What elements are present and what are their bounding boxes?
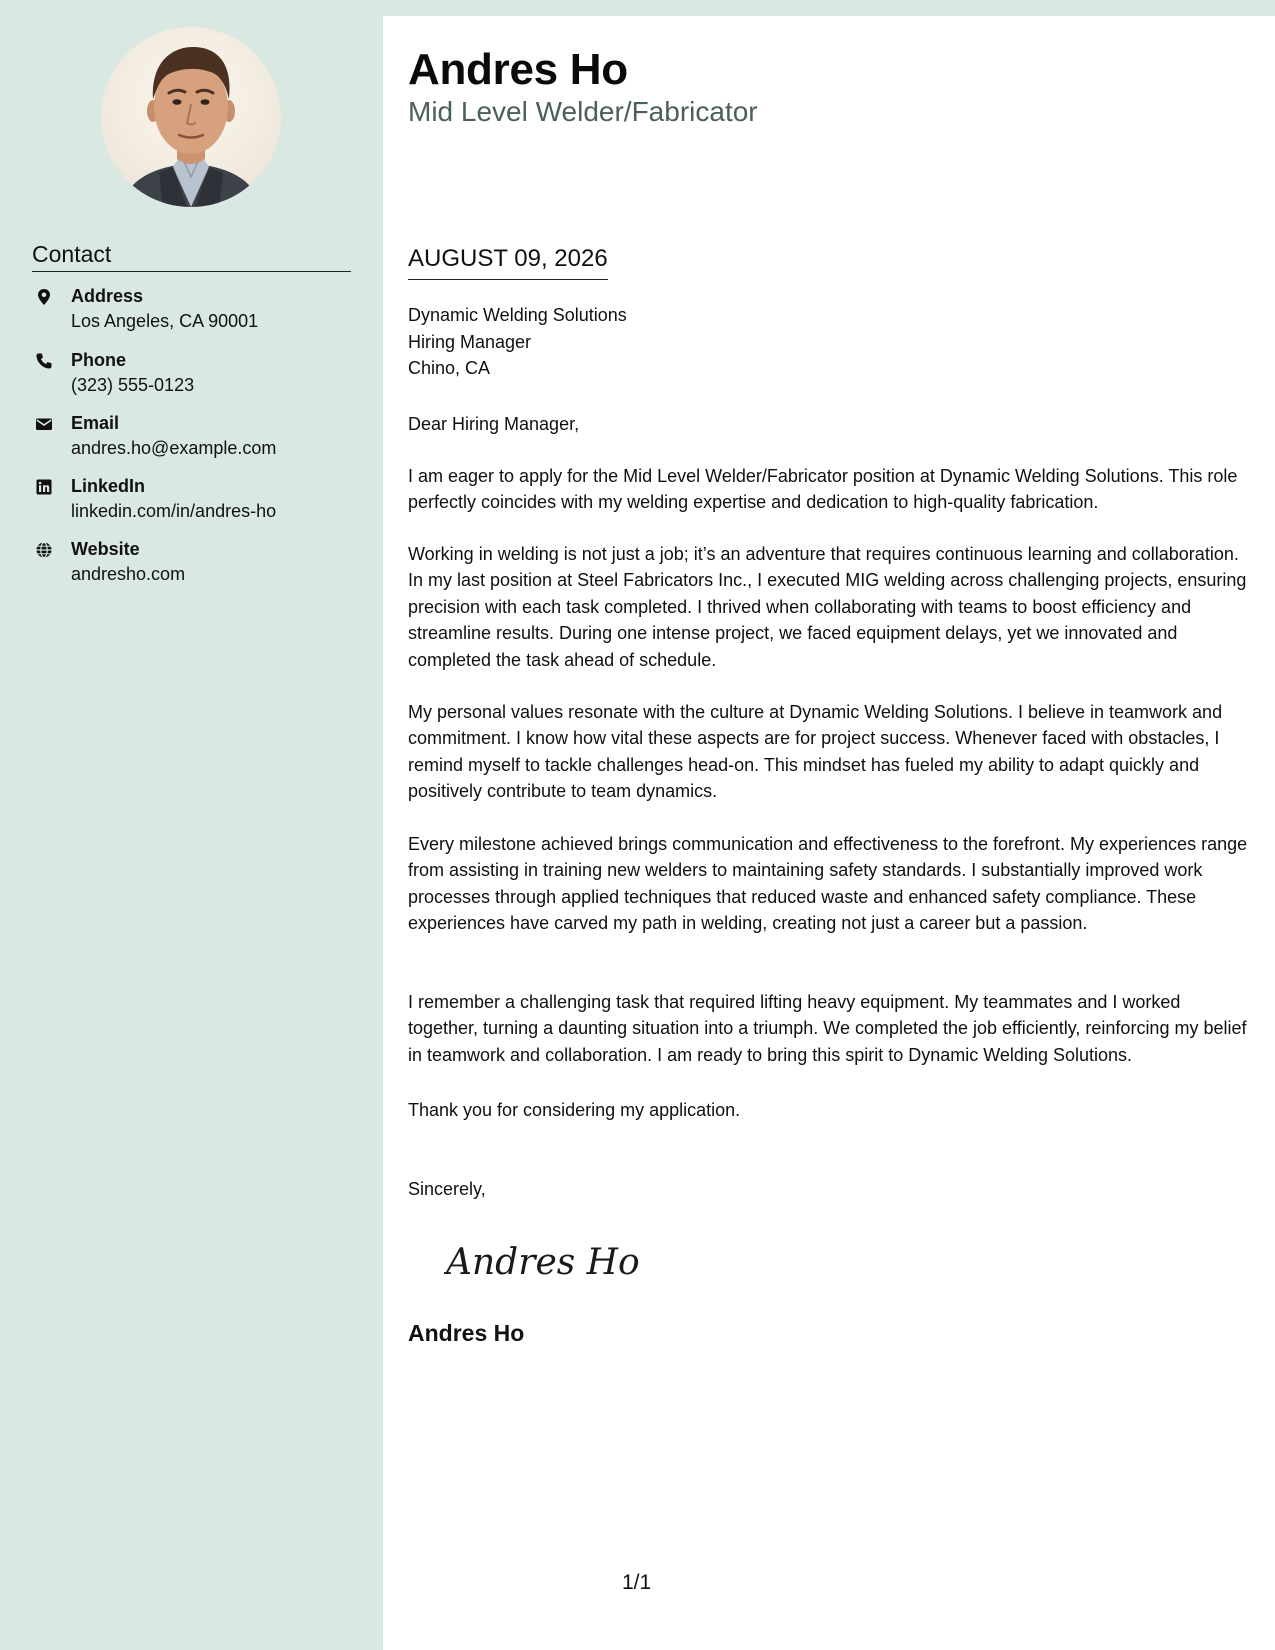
contact-value-address: Los Angeles, CA 90001	[71, 311, 259, 331]
contact-value-linkedin[interactable]: linkedin.com/in/andres-ho	[71, 501, 277, 521]
signed-name: Andres Ho	[408, 1320, 525, 1346]
salutation: Dear Hiring Manager,	[408, 414, 580, 434]
contact-linkedin	[32, 474, 352, 524]
contact-label-email: Email	[71, 413, 120, 433]
recipient-block	[408, 302, 627, 382]
map-pin-icon	[35, 288, 53, 306]
signature-script: Andres Ho	[446, 1242, 640, 1283]
letter-paragraph: My personal values resonate with the culture at Dynamic Welding Solutions. I believe in teamwork and commitment. I know how vital these aspects are for project success. Whenever faced with obstacles, I remind myself to tackle challenges head-on. This mindset has fueled my ability to adapt quickly and positively contribute to team dynamics.	[408, 702, 1223, 802]
contact-label-website: Website	[71, 539, 140, 559]
letter-date: AUGUST 09, 2026	[408, 244, 608, 280]
letter-paragraph: I remember a challenging task that required lifting heavy equipment. My teammates and I worked together, turning a daunting situation into a triumph. We completed the job efficiently, reinforcing my belief in teamwork and collaboration. I am ready to bring this spirit to Dynamic Welding Solutions.	[408, 992, 1247, 1065]
contact-value-email[interactable]: andres.ho@example.com	[71, 438, 277, 458]
linkedin-icon	[35, 478, 53, 496]
envelope-icon	[35, 415, 53, 433]
contact-phone	[32, 348, 352, 398]
contact-heading: Contact	[32, 240, 351, 272]
contact-email	[32, 411, 352, 461]
letter-paragraph: I am eager to apply for the Mid Level Welder/Fabricator position at Dynamic Welding Solutions. This role perfectly coincides with my welding expertise and dedication to high-quality fabrication.	[408, 466, 1238, 513]
closing-line: Thank you for considering my application.	[408, 1100, 741, 1120]
letter-paragraph: Working in welding is not just a job; it’s an adventure that requires continuous learning and collaboration. In my last position at Steel Fabricators Inc., I executed MIG welding across challenging projects, ensuring precision with each task completed. I thrived when collaborating with teams to boost efficiency and streamline results. During one intense project, we faced equipment delays, yet we innovated and completed the task ahead of schedule.	[408, 544, 1247, 670]
applicant-job-title: Mid Level Welder/Fabricator	[408, 96, 758, 127]
contact-value-website[interactable]: andresho.com	[71, 564, 186, 584]
contact-value-phone: (323) 555-0123	[71, 375, 195, 395]
recipient-company: Dynamic Welding Solutions	[408, 305, 627, 325]
contact-website	[32, 537, 352, 587]
letter-paragraph: Every milestone achieved brings communication and effectiveness to the forefront. My experiences range from assisting in training new welders to maintaining safety standards. I substantially improved work processes through applied techniques that reduced waste and enhanced safety compliance. These experiences have carved my path in welding, creating not just a career but a passion.	[408, 834, 1248, 934]
profile-portrait-graphic	[101, 27, 281, 207]
phone-icon	[35, 352, 53, 370]
contact-label-linkedin: LinkedIn	[71, 476, 146, 496]
contact-label-address: Address	[71, 286, 144, 306]
applicant-name: Andres Ho	[408, 45, 628, 94]
recipient-role: Hiring Manager	[408, 331, 532, 352]
contact-address	[32, 284, 352, 334]
sign-off: Sincerely,	[408, 1179, 486, 1199]
recipient-location: Chino, CA	[408, 358, 491, 378]
contact-label-phone: Phone	[71, 350, 127, 370]
profile-photo	[101, 27, 281, 207]
handwritten-signature	[444, 1234, 644, 1295]
globe-icon	[35, 541, 53, 559]
page-number: 1/1	[622, 1571, 652, 1594]
